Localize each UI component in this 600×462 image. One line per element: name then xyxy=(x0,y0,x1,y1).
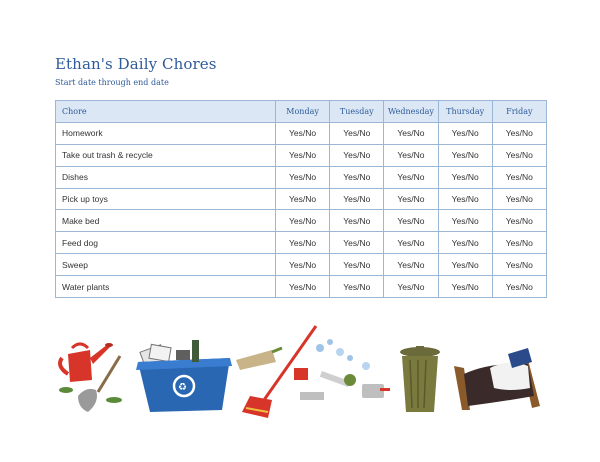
day-cell[interactable]: Yes/No xyxy=(330,276,384,298)
header-friday: Friday xyxy=(492,101,546,123)
day-cell[interactable]: Yes/No xyxy=(438,166,492,188)
day-cell[interactable]: Yes/No xyxy=(330,210,384,232)
chore-name: Pick up toys xyxy=(56,188,276,210)
day-cell[interactable]: Yes/No xyxy=(492,276,546,298)
day-cell[interactable]: Yes/No xyxy=(276,254,330,276)
day-cell[interactable]: Yes/No xyxy=(492,188,546,210)
day-cell[interactable]: Yes/No xyxy=(492,254,546,276)
chores-table xyxy=(55,100,547,298)
day-cell[interactable]: Yes/No xyxy=(492,144,546,166)
day-cell[interactable]: Yes/No xyxy=(330,254,384,276)
day-cell[interactable]: Yes/No xyxy=(330,188,384,210)
day-cell[interactable]: Yes/No xyxy=(330,144,384,166)
day-cell[interactable]: Yes/No xyxy=(384,144,438,166)
day-cell[interactable]: Yes/No xyxy=(492,122,546,144)
table-row xyxy=(56,188,547,210)
day-cell[interactable]: Yes/No xyxy=(438,188,492,210)
table-row xyxy=(56,210,547,232)
chores-illustration xyxy=(50,318,550,418)
day-cell[interactable]: Yes/No xyxy=(384,166,438,188)
page-subtitle: Start date through end date xyxy=(55,78,169,87)
svg-text:♻: ♻ xyxy=(178,382,187,393)
dustpan-icon xyxy=(236,348,282,370)
day-cell[interactable]: Yes/No xyxy=(330,122,384,144)
chore-name: Water plants xyxy=(56,276,276,298)
chore-name: Take out trash & recycle xyxy=(56,144,276,166)
header-tuesday: Tuesday xyxy=(330,101,384,123)
chore-name: Homework xyxy=(56,122,276,144)
day-cell[interactable]: Yes/No xyxy=(330,232,384,254)
table-row xyxy=(56,232,547,254)
day-cell[interactable]: Yes/No xyxy=(438,144,492,166)
day-cell[interactable]: Yes/No xyxy=(330,166,384,188)
chore-name: Dishes xyxy=(56,166,276,188)
table-row xyxy=(56,144,547,166)
trash-can-icon xyxy=(400,346,440,412)
day-cell[interactable]: Yes/No xyxy=(438,122,492,144)
header-thursday: Thursday xyxy=(438,101,492,123)
day-cell[interactable]: Yes/No xyxy=(384,254,438,276)
day-cell[interactable]: Yes/No xyxy=(438,232,492,254)
day-cell[interactable]: Yes/No xyxy=(384,232,438,254)
day-cell[interactable]: Yes/No xyxy=(384,210,438,232)
day-cell[interactable]: Yes/No xyxy=(492,232,546,254)
chore-name: Feed dog xyxy=(56,232,276,254)
day-cell[interactable]: Yes/No xyxy=(276,166,330,188)
day-cell[interactable]: Yes/No xyxy=(276,122,330,144)
day-cell[interactable]: Yes/No xyxy=(276,276,330,298)
day-cell[interactable]: Yes/No xyxy=(438,254,492,276)
day-cell[interactable]: Yes/No xyxy=(276,188,330,210)
header-wednesday: Wednesday xyxy=(384,101,438,123)
dishes-icon xyxy=(294,339,390,400)
page-title: Ethan's Daily Chores xyxy=(55,55,217,73)
unmade-bed-icon xyxy=(454,348,540,410)
day-cell[interactable]: Yes/No xyxy=(438,210,492,232)
header-monday: Monday xyxy=(276,101,330,123)
table-row xyxy=(56,254,547,276)
watering-can-icon xyxy=(60,343,113,382)
table-header-row xyxy=(56,101,547,123)
day-cell[interactable]: Yes/No xyxy=(276,144,330,166)
header-chore: Chore xyxy=(56,101,276,123)
day-cell[interactable]: Yes/No xyxy=(276,210,330,232)
table-row xyxy=(56,166,547,188)
chore-name: Make bed xyxy=(56,210,276,232)
chore-name: Sweep xyxy=(56,254,276,276)
table-row xyxy=(56,122,547,144)
day-cell[interactable]: Yes/No xyxy=(438,276,492,298)
day-cell[interactable]: Yes/No xyxy=(384,276,438,298)
day-cell[interactable]: Yes/No xyxy=(492,210,546,232)
day-cell[interactable]: Yes/No xyxy=(384,188,438,210)
table-row xyxy=(56,276,547,298)
day-cell[interactable]: Yes/No xyxy=(492,166,546,188)
day-cell[interactable]: Yes/No xyxy=(384,122,438,144)
day-cell[interactable]: Yes/No xyxy=(276,232,330,254)
